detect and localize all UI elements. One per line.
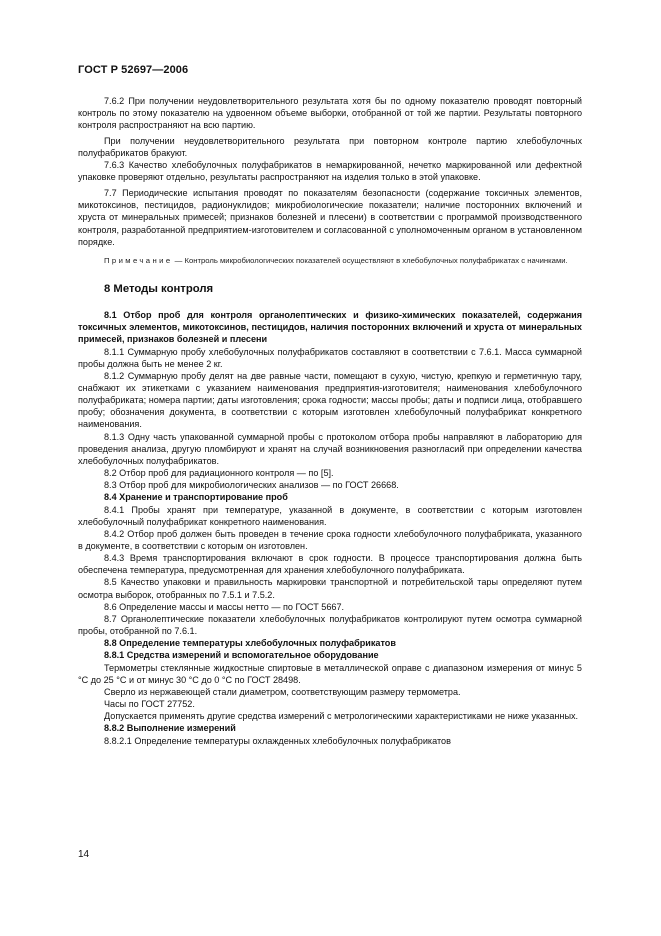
paragraph-8-8-1-drill: Сверло из нержавеющей стали диаметром, соответствующим размеру термометра. [104, 686, 461, 697]
paragraph-8-5: 8.5 Качество упаковки и правильность маркировки транспортной и потребительской тары определяют путем осмотра выборок, отобранных по 7.5.1 и 7.5.2. [78, 577, 582, 600]
paragraph-8-7: 8.7 Органолептические показатели хлебобулочных полуфабрикатов контролируют путем осмотра суммарной пробы, отобранной по 7.6.1. [78, 613, 582, 637]
paragraph-8-1-2: 8.1.2 Суммарную пробу делят на две равные части, помещают в сухую, чистую, крепкую и герметичную тару, снабжают их этикетками с указанием наименования предприятия-изготовителя; наименования хлебобулочного полуфабриката; номера партии; даты изготовления; срока годности; массы пробы; даты и подписи лица, отобравшего пробу; обозначения документа, в соответствии с которым изготовлен хлебобулочный полуфабрикат конкретного наименования. [78, 370, 582, 430]
paragraph-8-3: 8.3 Отбор проб для микробиологических анализов — по ГОСТ 26668. [104, 480, 399, 491]
paragraph-8-2: 8.2 Отбор проб для радиационного контроля — по [5]. [104, 468, 334, 479]
page-number: 14 [78, 849, 90, 860]
paragraph-8-8-1-thermometers: Термометры стеклянные жидкостные спиртовые в металлической оправе с диапазоном измерения от минус 5 °С до 25 °С и от минус 30 °С до 0 °С по ГОСТ 28498. [78, 662, 582, 685]
note [78, 255, 582, 266]
paragraph-7-6-2: 7.6.2 При получении неудовлетворительного результата хотя бы по одному показателю проводят повторный контроль по этому показателю на удвоенном объеме выборки, отобранной от той же партии. Результаты повторного контроля распространяют на всю партию. [78, 96, 582, 131]
document-id: ГОСТ Р 52697—2006 [78, 64, 189, 76]
paragraph-8-8-2-1: 8.8.2.1 Определение температуры охлажденных хлебобулочных полуфабрикатов [104, 735, 451, 746]
subsection-8-8-1-title: 8.8.1 Средства измерений и вспомогательное оборудование [104, 650, 379, 661]
paragraph-8-8-1-other: Допускается применять другие средства измерений с метрологическими характеристиками не ниже указанных. [104, 711, 579, 722]
paragraph-8-8-1-clock: Часы по ГОСТ 27752. [104, 699, 195, 710]
paragraph-8-4-3: 8.4.3 Время транспортирования включают в срок годности. В процессе транспортирования должна быть обеспечена температура, предусмотренная для хранения хлебобулочного полуфабриката. [78, 553, 582, 576]
note-label: Примечание [104, 255, 173, 265]
page-body [78, 95, 582, 747]
paragraph-8-4-1: 8.4.1 Пробы хранят при температуре, указанной в документе, в соответствии с которым изготовлен хлебобулочный полуфабрикат конкретного наименования. [78, 504, 582, 527]
paragraph-7-7: 7.7 Периодические испытания проводят по показателям безопасности (содержание токсичных элементов, микотоксинов, пестицидов, радионуклидов; микробиологические показатели; наличие посторонних включений и хруста от минеральных примесей; признаков болезней и плесени) в соответствии с программой производственного контроля, разработанной предприятием-изготовителем и согласованной с уполномоченным органом в установленном порядке. [78, 188, 582, 247]
note-text: — Контроль микробиологических показателей осуществляют в хлебобулочных полуфабрикатах с начинками. [174, 255, 568, 265]
paragraph-7-6-2-cont: При получении неудовлетворительного результата при повторном контроле партию хлебобулочных полуфабрикатов бракуют. [78, 135, 582, 159]
paragraph-8-6: 8.6 Определение массы и массы нетто — по ГОСТ 5667. [104, 601, 345, 612]
section-title: 8 Методы контроля [104, 282, 214, 295]
subsection-8-1-title: 8.1 Отбор проб для контроля органолептических и физико-химических показателей, содержания токсичных элементов, микотоксинов, пестицидов, наличия посторонних включений и хруста от минеральных примесей, признаков болезней и плесени [78, 310, 582, 345]
paragraph-8-4-2: 8.4.2 Отбор проб должен быть проведен в течение срока годности хлебобулочного полуфабриката, указанного в документе, в соответствии с которым он изготовлен. [78, 528, 582, 551]
subsection-8-8-title: 8.8 Определение температуры хлебобулочных полуфабрикатов [104, 638, 396, 649]
paragraph-7-6-3: 7.6.3 Качество хлебобулочных полуфабрикатов в немаркированной, нечетко маркированной или дефектной упаковке проверяют отдельно, результаты распространяют на изделия только в этой упаковке. [78, 160, 582, 183]
paragraph-8-1-1: 8.1.1 Суммарную пробу хлебобулочных полуфабрикатов составляют в соответствии с 7.6.1. Масса суммарной пробы должна быть не менее 2 кг. [78, 346, 582, 369]
subsection-8-8-2-title: 8.8.2 Выполнение измерений [104, 723, 236, 734]
paragraph-8-1-3: 8.1.3 Одну часть упакованной суммарной пробы с протоколом отбора пробы направляют в лабораторию для проведения анализа, другую пломбируют и хранят на случай возникновения разногласий при определении качества хлебобулочных полуфабрикатов. [78, 431, 582, 466]
subsection-8-4-title: 8.4 Хранение и транспортирование проб [104, 492, 288, 503]
